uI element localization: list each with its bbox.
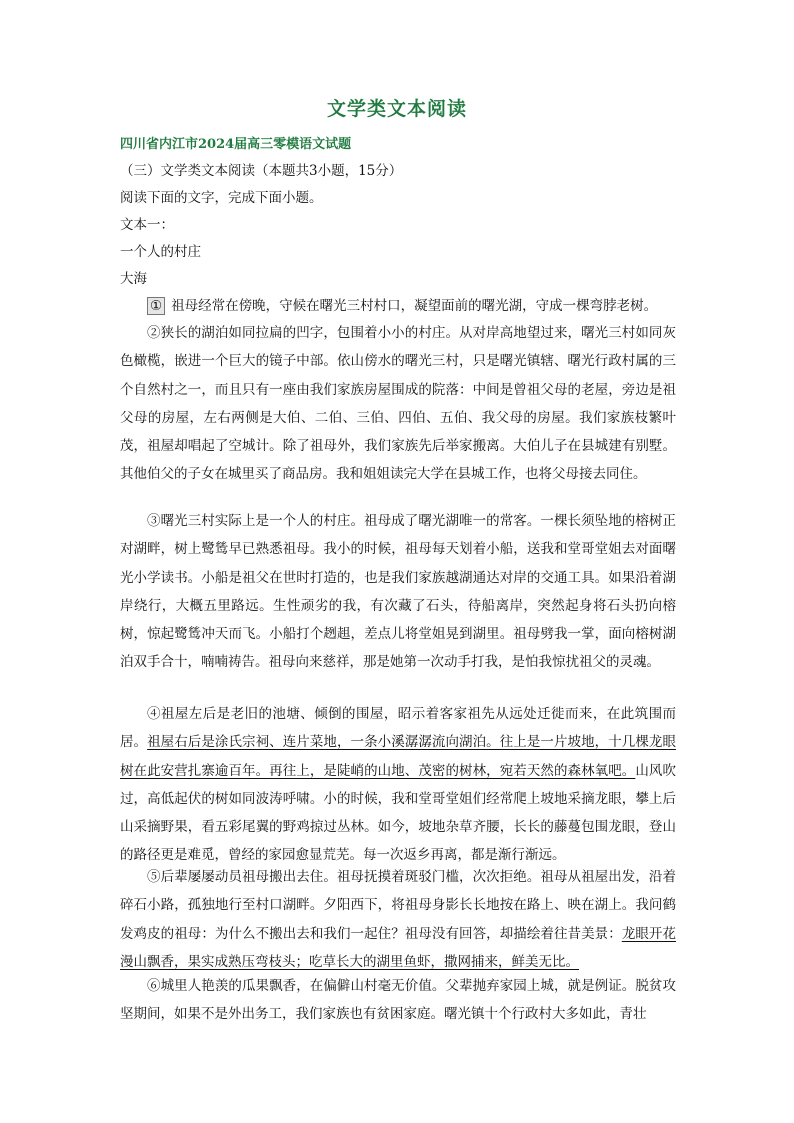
paragraph-4 — [120, 700, 676, 870]
paragraph-5-text: ⑤后辈屡屡动员祖母搬出去住。祖母抚摸着斑驳门槛，次次拒绝。祖母从祖屋出发，沿着碎石小路，孤独地行至村口湖畔。夕阳西下，将祖母身影长长地按在路上、映在湖上。我问鹤发鸡皮的祖母：为什么不搬出去和我们一起住？祖母没有回答，却描绘着往昔美景： — [120, 869, 676, 942]
paragraph-3-text: ③曙光三村实际上是一个人的村庄。祖母成了曙光湖唯一的常客。一棵长须坠地的榕树正对湖畔，树上鹭鸶早已熟悉祖母。我小的时候，祖母每天划着小船，送我和堂哥堂姐去对面曙光小学读书。小船是祖父在世时打造的，也是我们家族越湖通达对岸的交通工具。如果沿着湖岸绕行，大概五里路远。生性顽劣的我，有次藏了石头，待船离岸，突然起身将石头扔向榕树，惊起鹭鸶冲天而飞。小船打个趔趄，差点儿将堂姐晃到湖里。祖母劈我一掌，面向榕树湖泊双手合十，喃喃祷告。祖母向来慈祥，那是她第一次动手打我，是怕我惊扰祖父的灵魂。 — [120, 513, 676, 671]
paragraph-4-underlined: 祖屋右后是涂氏宗祠、连片菜地，一条小溪潺潺流向湖泊。往上是一片坡地，十几棵龙眼树在此安营扎寨逾百年。再往上，是陡峭的山地、茂密的树林，宛若天然的森林氧吧。 — [120, 734, 676, 779]
paragraph-4-text-b: 山风吹过，高低起伏的树如同波涛呼啸。小的时候，我和堂哥堂姐们经常爬上坡地采摘龙眼，攀上后山采摘野果，看五彩尾翼的野鸡掠过丛林。如今，坡地杂草齐腰，长长的藤蔓包围龙眼，登山的路径更是难觅，曾经的家园愈显荒芜。每一次返乡再离，都是渐行渐远。 — [120, 762, 676, 864]
paragraph-6 — [120, 972, 676, 1029]
text-label: 文本一： — [120, 217, 174, 233]
paragraph-3 — [120, 507, 676, 677]
paragraph-6-text: ⑥城里人艳羡的瓜果飘香，在偏僻山村毫无价值。父辈抛弃家园上城，就是例证。脱贫攻坚期间，如果不是外出务工，我们家族也有贫困家庭。曙光镇十个行政村大多如此，青壮 — [120, 978, 676, 1023]
paragraph-4-text-a: ④祖屋左后是老旧的池塘、倾倒的围屋，昭示着客家祖先从远处迁徙而来，在此筑围而居。 — [120, 706, 676, 751]
paragraph-1-text: 祖母经常在傍晚，守候在曙光三村村口，凝望面前的曙光湖，守成一棵弯脖老树。 — [171, 298, 658, 314]
paragraph-5-underlined: 龙眼开花漫山飘香，果实成熟压弯枝头；吃草长大的湖里鱼虾，撒网捕来，鲜美无比。 — [120, 925, 676, 970]
paragraph-1 — [120, 292, 676, 320]
author-name: 大海 — [120, 271, 147, 287]
page-title: 文学类文本阅读 — [326, 98, 467, 120]
instruction-text: 阅读下面的文字，完成下面小题。 — [120, 190, 323, 206]
exam-source: 四川省内江市2024届高三零模语文试题 — [120, 137, 352, 152]
paragraph-5 — [120, 863, 676, 976]
section-header: （三）文学类文本阅读（本题共3小题，15分） — [120, 163, 403, 179]
story-title: 一个人的村庄 — [120, 244, 201, 260]
paragraph-number-badge: ① — [147, 297, 165, 315]
paragraph-2-text: ②狭长的湖泊如同拉扁的凹字，包围着小小的村庄。从对岸高地望过来，曙光三村如同灰色橄榄，嵌进一个巨大的镜子中部。依山傍水的曙光三村，只是曙光镇辖、曙光行政村属的三个自然村之一，而且只有一座由我们家族房屋围成的院落：中间是曾祖父母的老屋，旁边是祖父母的房屋，左右两侧是大伯、二伯、三伯、四伯、五伯、我父母的房屋。我们家族枝繁叶茂，祖屋却唱起了空城计。除了祖母外，我们家族先后举家搬离。大伯儿子在县城建有别墅。其他伯父的子女在城里买了商品房。我和姐姐读完大学在县城工作，也将父母接去同住。 — [120, 325, 676, 483]
paragraph-2 — [120, 319, 676, 489]
